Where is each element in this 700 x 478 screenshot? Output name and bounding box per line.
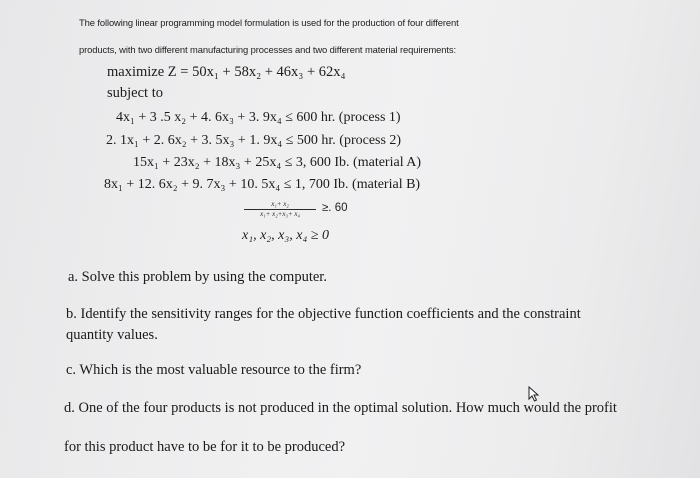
mouse-pointer-icon [527,386,541,402]
intro-line-2: products, with two different manufacturing processes and two different material requirements: [79,44,457,55]
intro-line-1: The following linear programming model formulation is used for the production of four different [79,17,459,28]
ratio-denominator: x₁+ x₂+x₃+ x₄ [260,210,300,218]
ratio-fraction [240,200,320,219]
ratio-numerator: x₁+ x₂ [271,200,289,208]
question-b-line-1: b. Identify the sensitivity ranges for the objective function coefficients and the constraint [66,306,581,322]
constraint-process-1: 4x₁ + 3 .5 x₂ + 4. 6x₃ + 3. 9x₄ ≤ 600 hr. (process 1) [116,110,401,125]
question-d-line-2: for this product have to be for it to be produced? [64,439,346,455]
question-c: c. Which is the most valuable resource to the firm? [66,362,362,378]
question-d-line-1: d. One of the four products is not produced in the optimal solution. How much would the profit [64,400,617,416]
subject-to-label: subject to [107,85,163,101]
question-b-line-2: quantity values. [66,327,158,343]
constraint-process-2: 2. 1x₁ + 2. 6x₂ + 3. 5x₃ + 1. 9x₄ ≤ 500 hr. (process 2) [106,133,402,148]
objective-function: maximize Z = 50x₁ + 58x₂ + 46x₃ + 62x₄ [107,64,346,80]
nonnegativity-constraint: x₁, x₂, x₃, x₄ ≥ 0 [242,228,330,243]
constraint-material-a: 15x₁ + 23x₂ + 18x₃ + 25x₄ ≤ 3, 600 Ib. (material A) [133,155,422,170]
constraint-material-b: 8x₁ + 12. 6x₂ + 9. 7x₃ + 10. 5x₄ ≤ 1, 700 Ib. (material B) [104,177,421,192]
ratio-bound: ≥. 60 [322,202,348,214]
question-a: a. Solve this problem by using the computer. [68,269,327,285]
